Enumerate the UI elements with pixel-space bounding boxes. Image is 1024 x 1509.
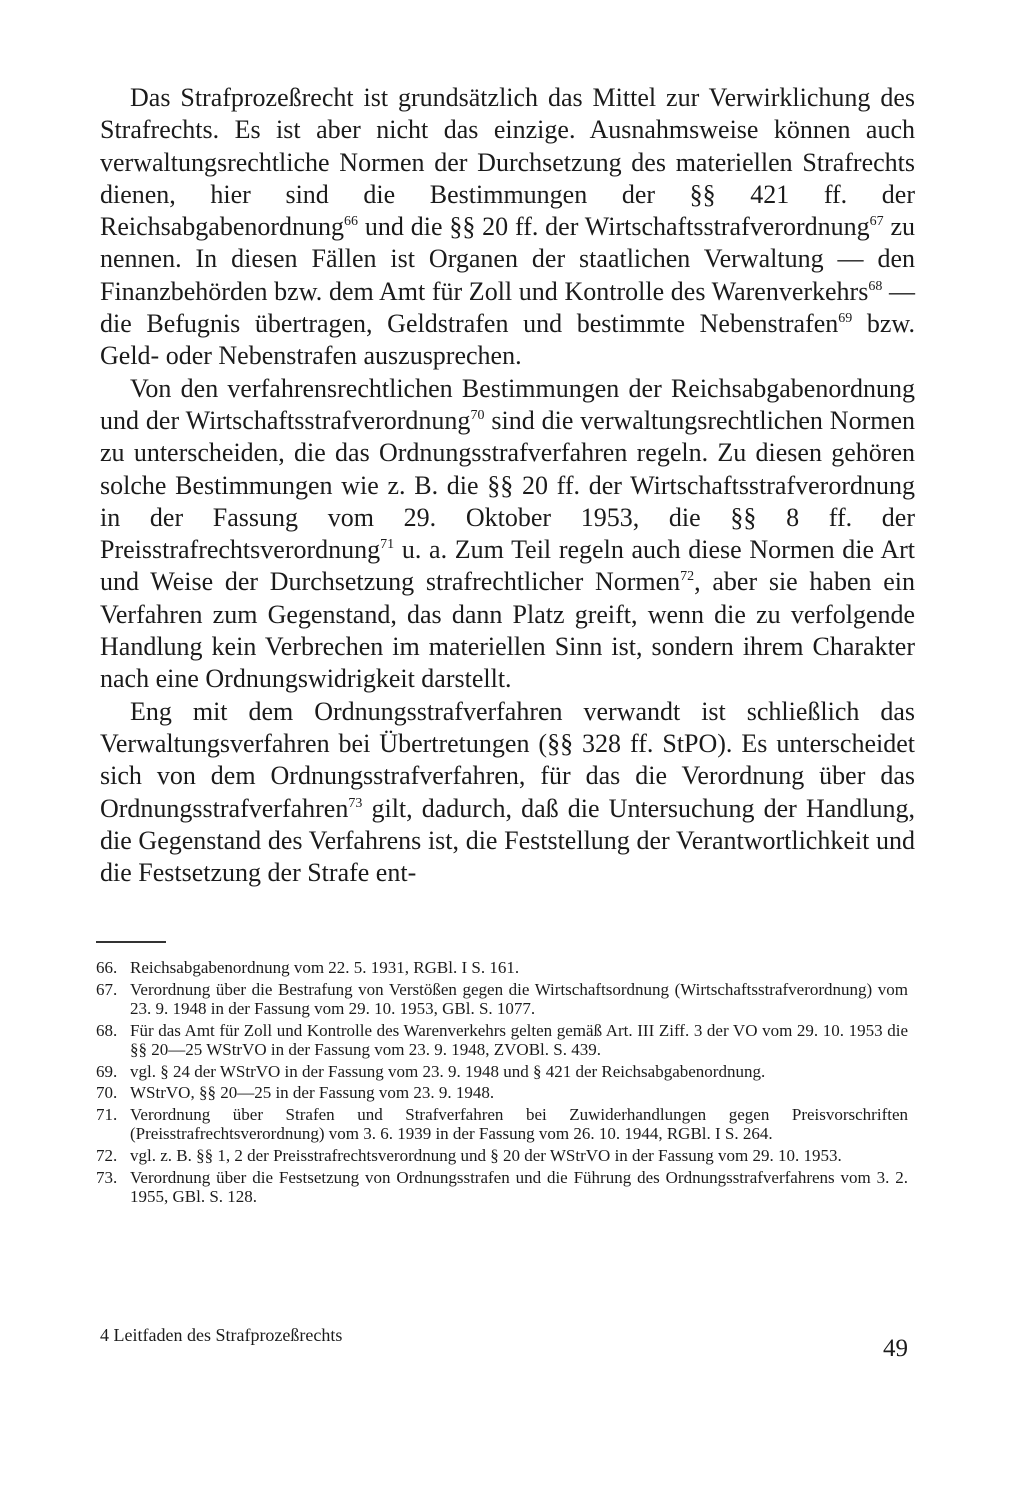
footnote-item xyxy=(96,1062,908,1081)
paragraph xyxy=(100,82,915,373)
footnote-text: Für das Amt für Zoll und Kontrolle des Warenverkehrs gelten gemäß Art. III Ziff. 3 der VO vom 29. 10. 1953 die §§ 20—25 WStrVO in der Fassung vom 23. 9. 1948, ZVOBl. S. 439. xyxy=(130,1020,908,1059)
footnote-text: Verordnung über die Festsetzung von Ordnungsstrafen und die Führung des Ordnungsstrafverfahrens vom 3. 2. 1955, GBl. S. 128. xyxy=(130,1167,908,1206)
footnote-number: 73. xyxy=(96,1167,118,1187)
footnote-item xyxy=(96,980,908,1018)
footnote-number: 72. xyxy=(96,1145,118,1165)
footnote-marker: 70 xyxy=(470,407,485,423)
footnote-item xyxy=(96,1105,908,1143)
printer-signature: 4 Leitfaden des Strafprozeßrechts xyxy=(100,1325,343,1345)
footnote-number: 66. xyxy=(96,958,118,977)
text-run: — die Befugnis übertragen, Geldstrafen und bestimmte Nebenstrafen xyxy=(100,276,916,339)
footnote-item xyxy=(96,1146,908,1165)
footnote-marker: 67 xyxy=(869,214,884,230)
text-run: Von den verfahrensrechtlichen Bestimmungen der Reichsabgabenordnung und der Wirtschaftsstrafverordnung xyxy=(100,373,915,435)
footnotes xyxy=(96,958,908,1208)
footnote-marker: 72 xyxy=(680,569,695,585)
footnote-item xyxy=(96,958,908,977)
footnote-marker: 69 xyxy=(838,311,853,327)
text-run: u. a. Zum Teil regeln auch diese Normen die Art und Weise der Durchsetzung strafrechtlicher Normen xyxy=(100,535,915,597)
footnote-item xyxy=(96,1021,908,1059)
footnote-marker: 68 xyxy=(868,278,883,294)
text-run: Das Strafprozeßrecht ist grundsätzlich das Mittel zur Verwirklichung des Strafrechts. Es ist aber nicht das einzige. Ausnahmsweise können auch verwaltungsrechtliche Normen der Durchsetzung des materiellen Strafrechts dienen, hier sind die Bestimmungen der §§ 421 ff. der Reichsabgabenordnung xyxy=(100,83,915,242)
page-footer xyxy=(100,1325,910,1365)
footnote-marker: 71 xyxy=(380,537,395,553)
footnote-text: vgl. z. B. §§ 1, 2 der Preisstrafrechtsverordnung und § 20 der WStrVO in der Fassung vom 29. 10. 1953. xyxy=(130,1145,842,1165)
footnote-marker: 66 xyxy=(344,214,359,230)
footnote-number: 68. xyxy=(96,1020,118,1040)
footnote-separator xyxy=(96,941,166,943)
text-run: bzw. Geld- oder Nebenstrafen auszusprechen. xyxy=(100,309,915,371)
footnote-text: vgl. § 24 der WStrVO in der Fassung vom 23. 9. 1948 und § 421 der Reichsabgabenordnung. xyxy=(130,1061,766,1081)
paragraph xyxy=(100,373,915,696)
footnote-text: WStrVO, §§ 20—25 in der Fassung vom 23. 9. 1948. xyxy=(130,1083,495,1103)
footnote-text: Verordnung über die Bestrafung von Verstößen gegen die Wirtschaftsordnung (Wirtschaftsstrafverordnung) vom 23. 9. 1948 in der Fassung vom 29. 10. 1953, GBl. S. 1077. xyxy=(130,979,908,1018)
text-run: gilt, dadurch, daß die Untersuchung der Handlung, die Gegenstand des Verfahrens ist, die Feststellung der Verantwortlichkeit und die Festsetzung der Strafe ent- xyxy=(100,793,915,888)
footnote-text: Verordnung über Strafen und Strafverfahren bei Zuwiderhandlungen gegen Preisvorschriften (Preisstrafrechtsverordnung) vom 3. 6. 1939 in der Fassung vom 26. 10. 1944, RGBl. I S. 264. xyxy=(130,1104,908,1144)
footnote-number: 70. xyxy=(96,1083,118,1103)
main-text xyxy=(100,82,915,889)
footnote-item xyxy=(96,1168,908,1206)
page-number: 49 xyxy=(883,1335,908,1362)
text-run: Eng mit dem Ordnungsstrafverfahren verwandt ist schließlich das Verwaltungsverfahren bei Übertretungen (§§ 328 ff. StPO). Es unterscheidet sich von dem Ordnungsstrafverfahren, für das die Verordnung über das Ordnungsstrafverfahren xyxy=(100,696,915,823)
footnote-marker: 73 xyxy=(348,795,363,811)
footnote-text: Reichsabgabenordnung vom 22. 5. 1931, RGBl. I S. 161. xyxy=(130,958,520,977)
body-text xyxy=(100,82,915,889)
text-run: zu nennen. In diesen Fällen ist Organen der staatlichen Verwaltung — den Finanzbehörden bzw. dem Amt für Zoll und Kontrolle des Warenverkehrs xyxy=(100,212,915,306)
text-run: sind die verwaltungsrechtlichen Normen zu unterscheiden, die das Ordnungsstrafverfahren regeln. Zu diesen gehören solche Bestimmungen wie z. B. die §§ 20 ff. der Wirtschaftsstrafverordnung in der Fassung vom 29. Oktober 1953, die §§ 8 ff. der Preisstrafrechtsverordnung xyxy=(100,405,915,565)
footnote-item xyxy=(96,1083,908,1102)
paragraph xyxy=(100,696,915,890)
footnote-number: 67. xyxy=(96,979,118,999)
text-run: und die §§ 20 ff. der Wirtschaftsstrafverordnung xyxy=(358,212,870,242)
footnote-number: 69. xyxy=(96,1061,118,1081)
footnote-number: 71. xyxy=(96,1104,118,1124)
text-run: , aber sie haben ein Verfahren zum Gegenstand, das dann Platz greift, wenn die zu verfolgende Handlung kein Verbrechen im materiellen Sinn ist, sondern ihrem Charakter nach eine Ordnungswidrigkeit darstellt. xyxy=(100,567,915,694)
